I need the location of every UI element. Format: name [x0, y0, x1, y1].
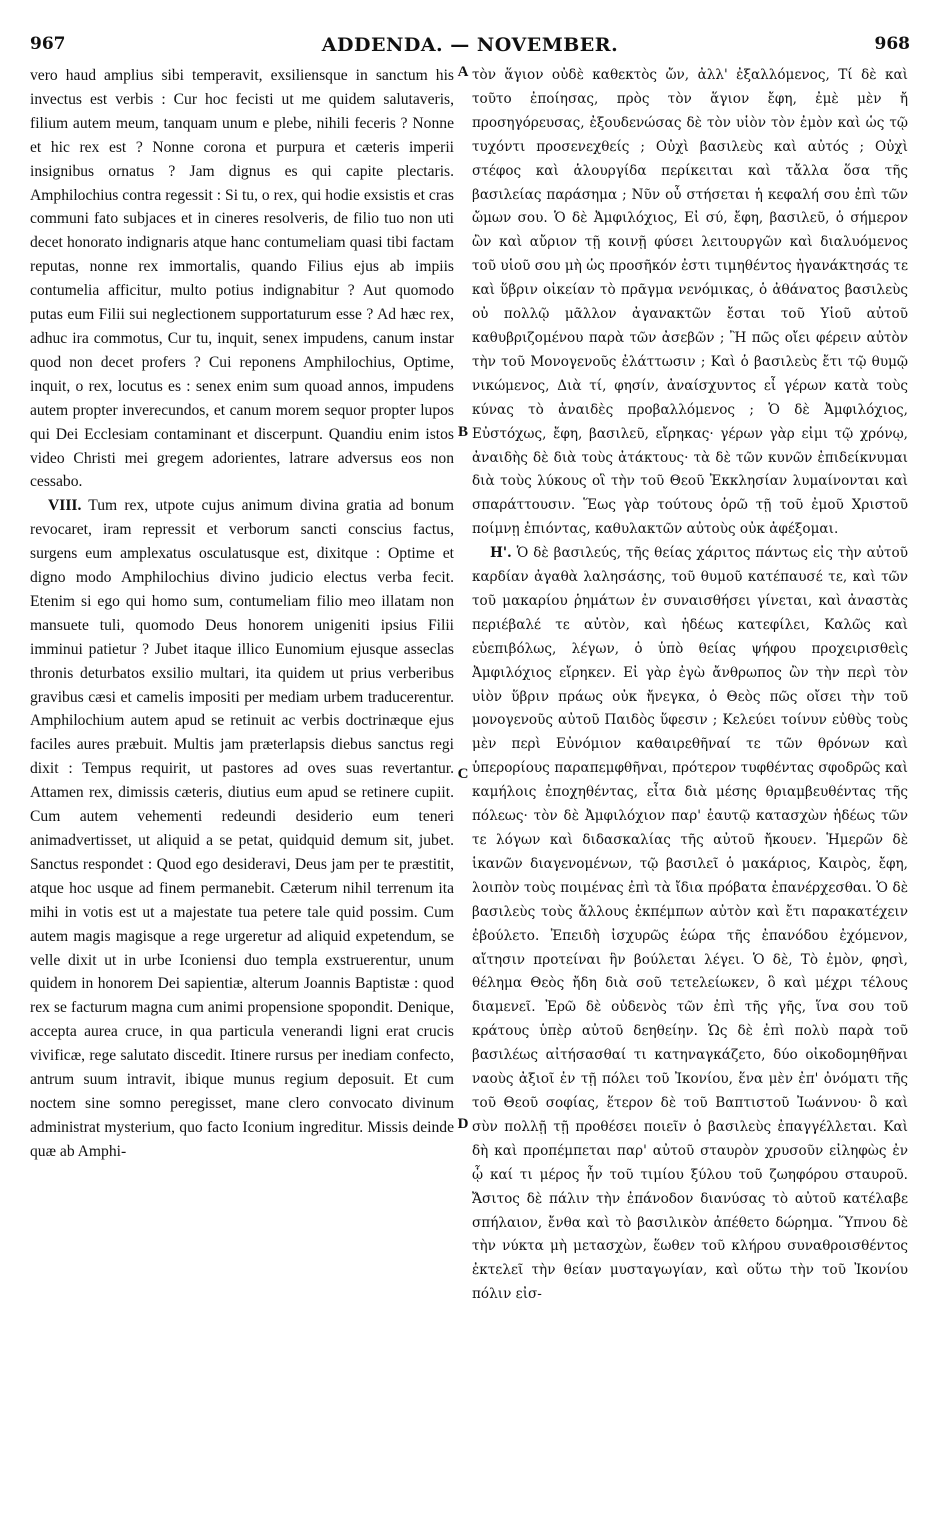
greek-section-number: Η'. — [490, 545, 512, 562]
greek-paragraph-2 — [472, 542, 908, 1307]
latin-paragraph-2 — [30, 494, 454, 1163]
margin-marker-d: D — [457, 1116, 469, 1132]
latin-section-number: VIII. — [48, 497, 82, 515]
page-header — [30, 34, 910, 60]
greek-paragraph-1: τὸν ἅγιον οὐδὲ καθεκτὸς ὤν, ἀλλ' ἐξαλλόμενος, Τί δὲ καὶ τοῦτο ἐποίησας, πρὸς τὸν ἅγιον ἔφη, ἐμὲ μὲν ἤ προσηγόρευσας, ἐξουδενώσας δὲ τὸν υἱὸν τὸν ἐμὸν καὶ ὡς τῷ τυχόντι προσενεχθείς ; Οὐχὶ βασιλεὺς καὶ αὐτός ; Οὐχὶ στέφος καὶ ἁλουργίδα περίκειται καὶ τἄλλα ὅσα τῆς βασιλείας παράσημα ; Νῦν οὖ στήσεται ἡ κεφαλή σου ἐπὶ τῶν ὤμων σου. Ὁ δὲ Ἀμφιλόχιος, Εἰ σύ, ἔφη, βασιλεῦ, ὁ σήμερον ὢν καὶ αὔριον τῇ κοινῇ φύσει λειτουργῶν καὶ διαλυόμενος τοῦ υἱοῦ σου μὴ ὡς προσῆκόν ἐστι τιμηθέντος ἠγανάκτησάς τε καὶ ὕβριν οἰκείαν τὸ πρᾶγμα νενόμικας, ὁ ἀθάνατος βασιλεὺς οὐ πολλῷ μᾶλλον ἀγανακτῶν ἔσται τοῦ Υἱοῦ αὐτοῦ καθυβριζομένου παρὰ τῶν ἀσεβῶν ; Ἢ πῶς οἴει φέρειν αὐτὸν τὴν τοῦ Μονογενοῦς ἐλάττωσιν ; Καὶ ὁ βασιλεὺς ἔτι τῷ θυμῷ νικώμενος, Διὰ τί, φησίν, ἀναίσχυντος εἶ γέρων κατὰ τοὺς κύνας τὸ ἀναιδὲς προβαλλόμενος ; Ὁ δὲ Ἀμφιλόχιος, Εὐστόχως, ἔφη, βασιλεῦ, εἴρηκας· γέρων γὰρ εἰμι τῷ χρόνῳ, ἀναιδὴς δὲ διὰ τοὺς ἀτάκτους· τὰ δὲ τῶν κυνῶν ἐπιδείκνυμαι διὰ τοὺς λύκους οἳ τὴν τοῦ Θεοῦ Ἐκκλησίαν λυμαίνονται καὶ σπαράττουσιν. Ἕως γὰρ τούτους ὁρῶ τῇ τοῦ ἐμοῦ Χριστοῦ ποίμνῃ ἐπιόντας, καθυλακτῶν αὐτοὺς οὐκ ἀφέξομαι. — [472, 67, 908, 538]
latin-paragraph-2-text: Tum rex, utpote cujus animum divina gratia ad bonum revocaret, iram repressit et verborum sancti conscius factus, surgens eum amplexatus osculatusque est, dixitque : Optime et digno modo Amphilochius divino judicio electus verba fecit. Etenim si ego qui homo sum, contumeliam filio meo illatam non mansuete tuli, quomodo Deus honorem unigeniti ipsius Filii imminui patietur ? Jubet itaque illico Eunomium ejusque asseclas thronis deturbatos exsilio multari, ita quidem ut prius verberibus gravibus cæsi et camelis impositi per mediam urbem traducerentur. Amphilochium autem apud se retinuit ac verbis doctrinæque ejus faciles aures præbuit. Multis jam præterlapsis diebus sanctus regi dixit : Tempus requirit, ut pastores ad oves suas revertantur. Attamen rex, dimissis cæteris, diutius eum apud se retinere cupiit. Cum autem vehementi redeundi desiderio eum teneri animadvertisset, ut aliquid a se petat, quidquid demum sit, jubet. Sanctus respondet : Quod ego desideravi, Deus jam per te præstitit, atque hoc usque ad finem permanebit. Cæterum nihil terrenum ita mihi in votis est ut a majestate tua petere tale quid possim. Cum autem magis magisque a rege urgeretur ad aliquid expetendum, se velle dixit ut in urbe Iconiensi duo templa exstruerentur, unum quidem in honorem Dei sapientiæ, alterum Joannis Baptistæ : quod rex se facturum magna cum animi propensione spopondit. Denique, accepta aurea cruce, in qua particula venerandi ligni erat crucis vivificæ, rege salutato discedit. Itinere rursus per inediam confecto, antrum suum intravit, ibique munus regium deposuit. Et cum noctem sine somno peregisset, mane clero convocato divinum administrat mysterium, quo facto Iconium ingreditur. Missis deinde quæ ab Amphi- — [30, 497, 454, 1160]
latin-column — [30, 64, 454, 1524]
running-title: ADDENDA. — NOVEMBER. — [321, 34, 619, 56]
page-number-right: 968 — [874, 34, 910, 54]
latin-paragraph-1: vero haud amplius sibi temperavit, exsiliensque in sanctum his invectus est verbis : Cur hoc fecisti ut me quidem salutaveris, filium autem meum, tanquam unum e plebe, nihili feceris ? Nonne et hic rex est ? Nonne corona et purpura et cæteris imperii insignibus ornatus ? Jam dignus es qui capite plectaris. Amphilochius contra regessit : Si tu, o rex, qui hodie exsistis et cras communi fato subjaces et in cineres resolveris, de filio tuo non uti decet honorato indignaris atque hanc contumeliam quasi tibi factam reputas, nonne rex immortalis, quando Filius ejus ab impiis contumelia afficitur, multo potius indignabitur ? Aut quomodo putas eum Filii sui neglectionem supportaturum esse ? Ad hæc rex, adhuc ira commotus, Cur tu, inquit, senex impudens, canum instar quod non decet profers ? Cui reponens Amphilochius, Optime, inquit, o rex, locutus es : senex enim sum quoad annos, impudens autem propter inverecundos, et canum morem sequor propter lupos qui Dei Ecclesiam contaminant et discerpunt. Quandiu enim istos video Christi mei gregem adorientes, latrare adversus eos non cessabo. — [30, 67, 454, 491]
margin-marker-a: A — [457, 64, 469, 80]
page-number-left: 967 — [30, 34, 66, 54]
margin-marker-c: C — [457, 766, 469, 782]
greek-paragraph-2-text: Ὁ δὲ βασιλεύς, τῆς θείας χάριτος πάντως εἰς τὴν αὐτοῦ καρδίαν ἀγαθὰ λαλησάσης, τοῦ θυμοῦ κατέπαυσέ τε, καὶ τῶν τοῦ μακαρίου ῥημάτων ἐν συναισθήσει γίνεται, καὶ ἀναστὰς περιέβαλέ τε αὐτὸν, καὶ ἡδέως κατεφίλει, Καλῶς καὶ εὐεπιβόλως, λέγων, ὁ ὑπὸ θείας ψήφου προχειρισθεὶς Ἀμφιλόχιος εἴρηκεν. Εἰ γὰρ ἐγὼ ἄνθρωπος ὢν τὴν περὶ τὸν υἱὸν ὕβριν πράως οὐκ ἤνεγκα, ὁ Θεὸς πῶς οἴσει τὴν τοῦ μονογενοῦς αὐτοῦ Παιδὸς ὕφεσιν ; Κελεύει τοίνυν εὐθὺς τοὺς μὲν περὶ Εὐνόμιον καθαιρεθῆναί τε τῶν θρόνων καὶ ὑπερορίους παραπεμφθῆναι, πρότερον τυφθέντας σφοδρῶς καὶ καμήλοις ἐποχηθέντας, εἶτα διὰ μέσης θριαμβευθέντας τῆς πόλεως· τὸν δὲ Ἀμφιλόχιον παρ' ἑαυτῷ κατασχὼν ἡδέως τῶν τε λόγων καὶ διδασκαλίας τῆς αὐτοῦ ἤκουεν. Ἡμερῶν δὲ ἱκανῶν διαγενομένων, τῷ βασιλεῖ ὁ μακάριος, Καιρὸς, ἔφη, λοιπὸν τοὺς ποιμένας ἐπὶ τὰ ἴδια πρόβατα ἐπανέρχεσθαι. Ὁ δὲ βασιλεὺς τοὺς ἄλλους ἐκπέμπων αὐτὸν καὶ ἔτι παρακατέχειν ἐβούλετο. Ἐπειδὴ ἰσχυρῶς ἑώρα τῆς ἐπανόδου ἐχόμενον, αἴτησιν προτείναι ἣν βούλεται λέγει. Ὁ δὲ, Τὸ ἐμὸν, φησὶ, θέλημα Θεὸς ἤδη διὰ σοῦ τετελείωκεν, ὃ καὶ μέχρι τέλους διαμενεῖ. Ἐρῶ δὲ οὐδενὸς τῶν ἐπὶ τῆς γῆς, ἵνα σου τοῦ κράτους ὑπὲρ αὐτοῦ δεηθείην. Ὡς δὲ ἐπὶ πολὺ παρὰ τοῦ βασιλέως αἰτήσασθαί τι κατηναγκάζετο, δύο οἰκοδομηθῆναι ναοὺς ἀξιοῖ ἐν τῇ πόλει τοῦ Ἰκονίου, ἕνα μὲν ἐπ' ὀνόματι τῆς τοῦ Θεοῦ σοφίας, ἕτερον δὲ τοῦ Βαπτιστοῦ Ἰωάννου· ὃ καὶ σὺν πολλῇ τῇ προθέσει ποιεῖν ὁ βασιλεὺς ἐπαγγέλλεται. Καὶ δὴ καὶ προπέμπεται παρ' αὐτοῦ σταυρὸν χρυσοῦν εἰληφὼς ἐν ᾧ καί τι μέρος ἦν τοῦ τιμίου ξύλου τοῦ ζωηφόρου σταυροῦ. Ἄσιτος δὲ πάλιν τὴν ἐπάνοδον διανύσας τὸ αὐτοῦ κατέλαβε σπήλαιον, ἔνθα καὶ τὸ βασιλικὸν ἀπέθετο δώρημα. Ὕπνου δὲ τὴν νύκτα μὴ μετασχὼν, ἕωθεν τοῦ κλήρου συναθροισθέντος ἐκτελεῖ τὴν θείαν μυσταγωγίαν, καὶ οὕτω τὴν τοῦ Ἰκονίου πόλιν εἰσ- — [472, 545, 908, 1303]
margin-marker-b: B — [457, 424, 468, 440]
greek-column — [472, 64, 908, 1524]
